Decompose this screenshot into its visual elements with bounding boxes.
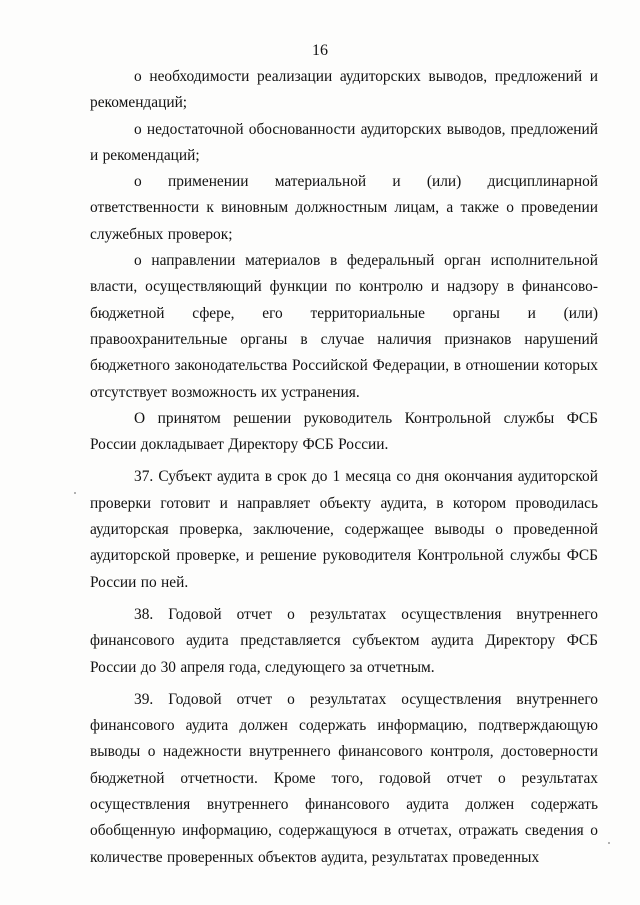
paragraph-3: о применении материальной и (или) дисциплинарной ответственности к виновным должностным лицам, а также о проведении служебных проверок;	[90, 173, 598, 243]
scan-speck	[74, 492, 76, 494]
scan-speck	[608, 842, 610, 844]
paragraph-4: о направлении материалов в федеральный орган исполнительной власти, осуществляющий функции по контролю и надзору в финансово-бюджетной сфере, его территориальные органы и (или) правоохранительные органы в случае наличия признаков нарушений бюджетного законодательства Российской Федерации, в отношении которых отсутствует возможность их устранения.	[90, 252, 598, 401]
paragraph-37: 37. Субъект аудита в срок до 1 месяца со дня окончания аудиторской проверки готовит и направляет объекту аудита, в котором проводилась аудиторская проверка, заключение, содержащее выводы о проведенной аудиторской проверке, и решение руководителя Контрольной службы ФСБ России по ней.	[90, 468, 598, 591]
paragraph-38: 38. Годовой отчет о результатах осуществления внутреннего финансового аудита представляется субъектом аудита Директору ФСБ России до 30 апреля года, следующего за отчетным.	[90, 605, 598, 676]
paragraph-5: О принятом решении руководитель Контрольной службы ФСБ России докладывает Директору ФСБ России.	[90, 409, 598, 454]
paragraph-2: о недостаточной обоснованности аудиторских выводов, предложений и рекомендаций;	[90, 120, 598, 164]
document-body	[90, 64, 598, 877]
paragraph-1: о необходимости реализации аудиторских выводов, предложений и рекомендаций;	[90, 68, 598, 112]
paragraph-39: 39. Годовой отчет о результатах осуществления внутреннего финансового аудита должен содержать информацию, подтверждающую выводы о надежности внутреннего финансового контроля, достоверности бюджетной отчетности. Кроме того, годовой отчет о результатах осуществления внутреннего финансового аудита должен содержать обобщенную информацию, содержащуюся в отчетах, отражать сведения о количестве проверенных объектов аудита, результатах проведенных	[90, 690, 598, 866]
page-number: 16	[312, 42, 328, 59]
